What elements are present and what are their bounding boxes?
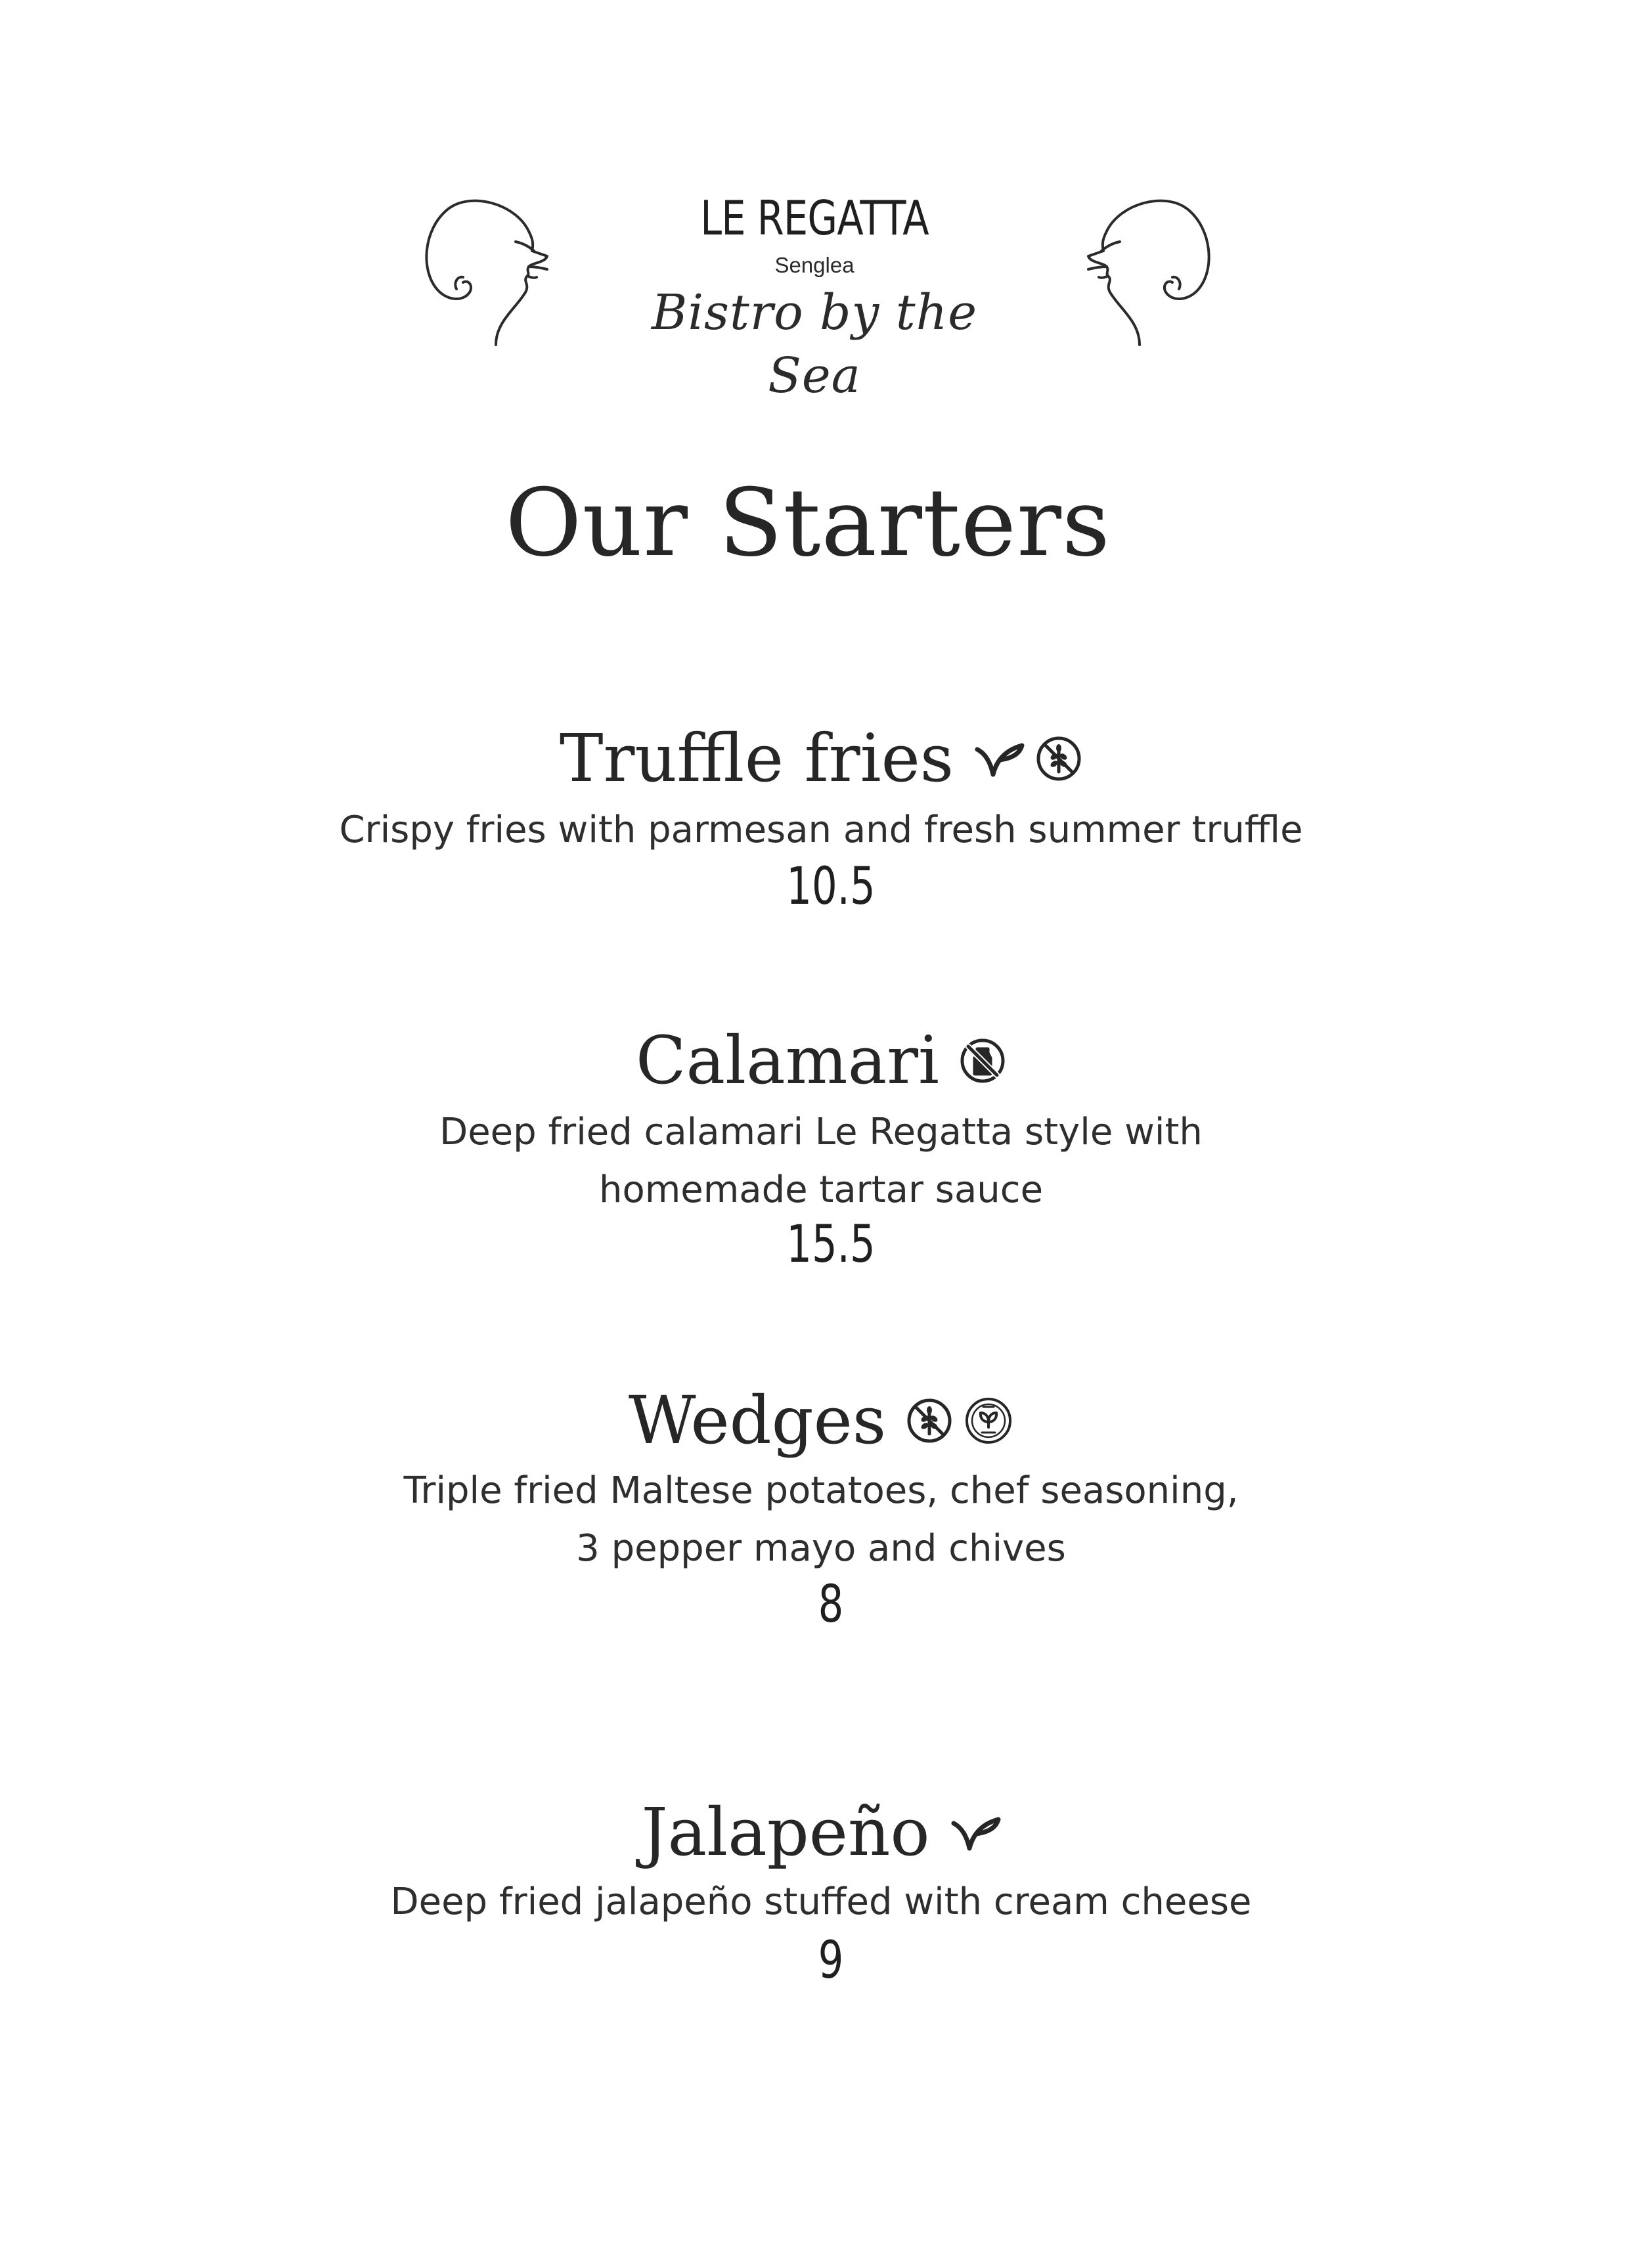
item-description: [263, 1103, 1379, 1219]
diet-icons: [906, 1396, 1013, 1446]
menu-item-name: [0, 1021, 1642, 1100]
item-description: [263, 801, 1379, 859]
dairy-free-icon: [959, 1037, 1006, 1084]
menu-item-name: [0, 1381, 1642, 1460]
diet-icons: [950, 1813, 1001, 1852]
menu-item-name: [0, 719, 1642, 798]
diet-icons: [973, 735, 1082, 782]
brand-tagline: Bistro by the Sea: [651, 284, 978, 404]
description-line: Triple fried Maltese potatoes, chef seasoning,: [403, 1469, 1239, 1512]
gluten-free-icon: [906, 1397, 953, 1444]
description-line: homemade tartar sauce: [598, 1168, 1044, 1211]
face-profile-left-icon: [417, 177, 562, 368]
gluten-free-icon: [1035, 735, 1082, 782]
diet-icons: [959, 1037, 1006, 1084]
vegan-badge-icon: [964, 1396, 1013, 1446]
item-price: 8: [818, 1575, 844, 1634]
description-line: Crispy fries with parmesan and fresh summer truffle: [339, 809, 1303, 851]
item-description: [263, 1873, 1379, 1931]
menu-title: Our Starters: [505, 469, 1111, 577]
description-line: Deep fried jalapeño stuffed with cream cheese: [390, 1880, 1252, 1923]
brand-name: LE REGATTA: [700, 190, 929, 246]
vegetarian-leaf-icon: [950, 1813, 1001, 1852]
item-description: [263, 1462, 1379, 1578]
face-profile-right-icon: [1074, 177, 1218, 368]
item-price: 9: [818, 1931, 844, 1990]
item-title: Wedges: [628, 1382, 887, 1459]
item-title: Calamari: [636, 1022, 939, 1099]
vegetarian-leaf-icon: [973, 739, 1025, 778]
description-line: 3 pepper mayo and chives: [576, 1527, 1066, 1570]
brand-location: Senglea: [774, 253, 854, 277]
item-price: 15.5: [786, 1215, 876, 1274]
description-line: Deep fried calamari Le Regatta style with: [439, 1111, 1203, 1153]
item-title: Jalapeño: [641, 1794, 930, 1871]
item-title: Truffle fries: [559, 720, 954, 797]
item-price: 10.5: [786, 857, 876, 916]
menu-item-name: [0, 1793, 1642, 1872]
